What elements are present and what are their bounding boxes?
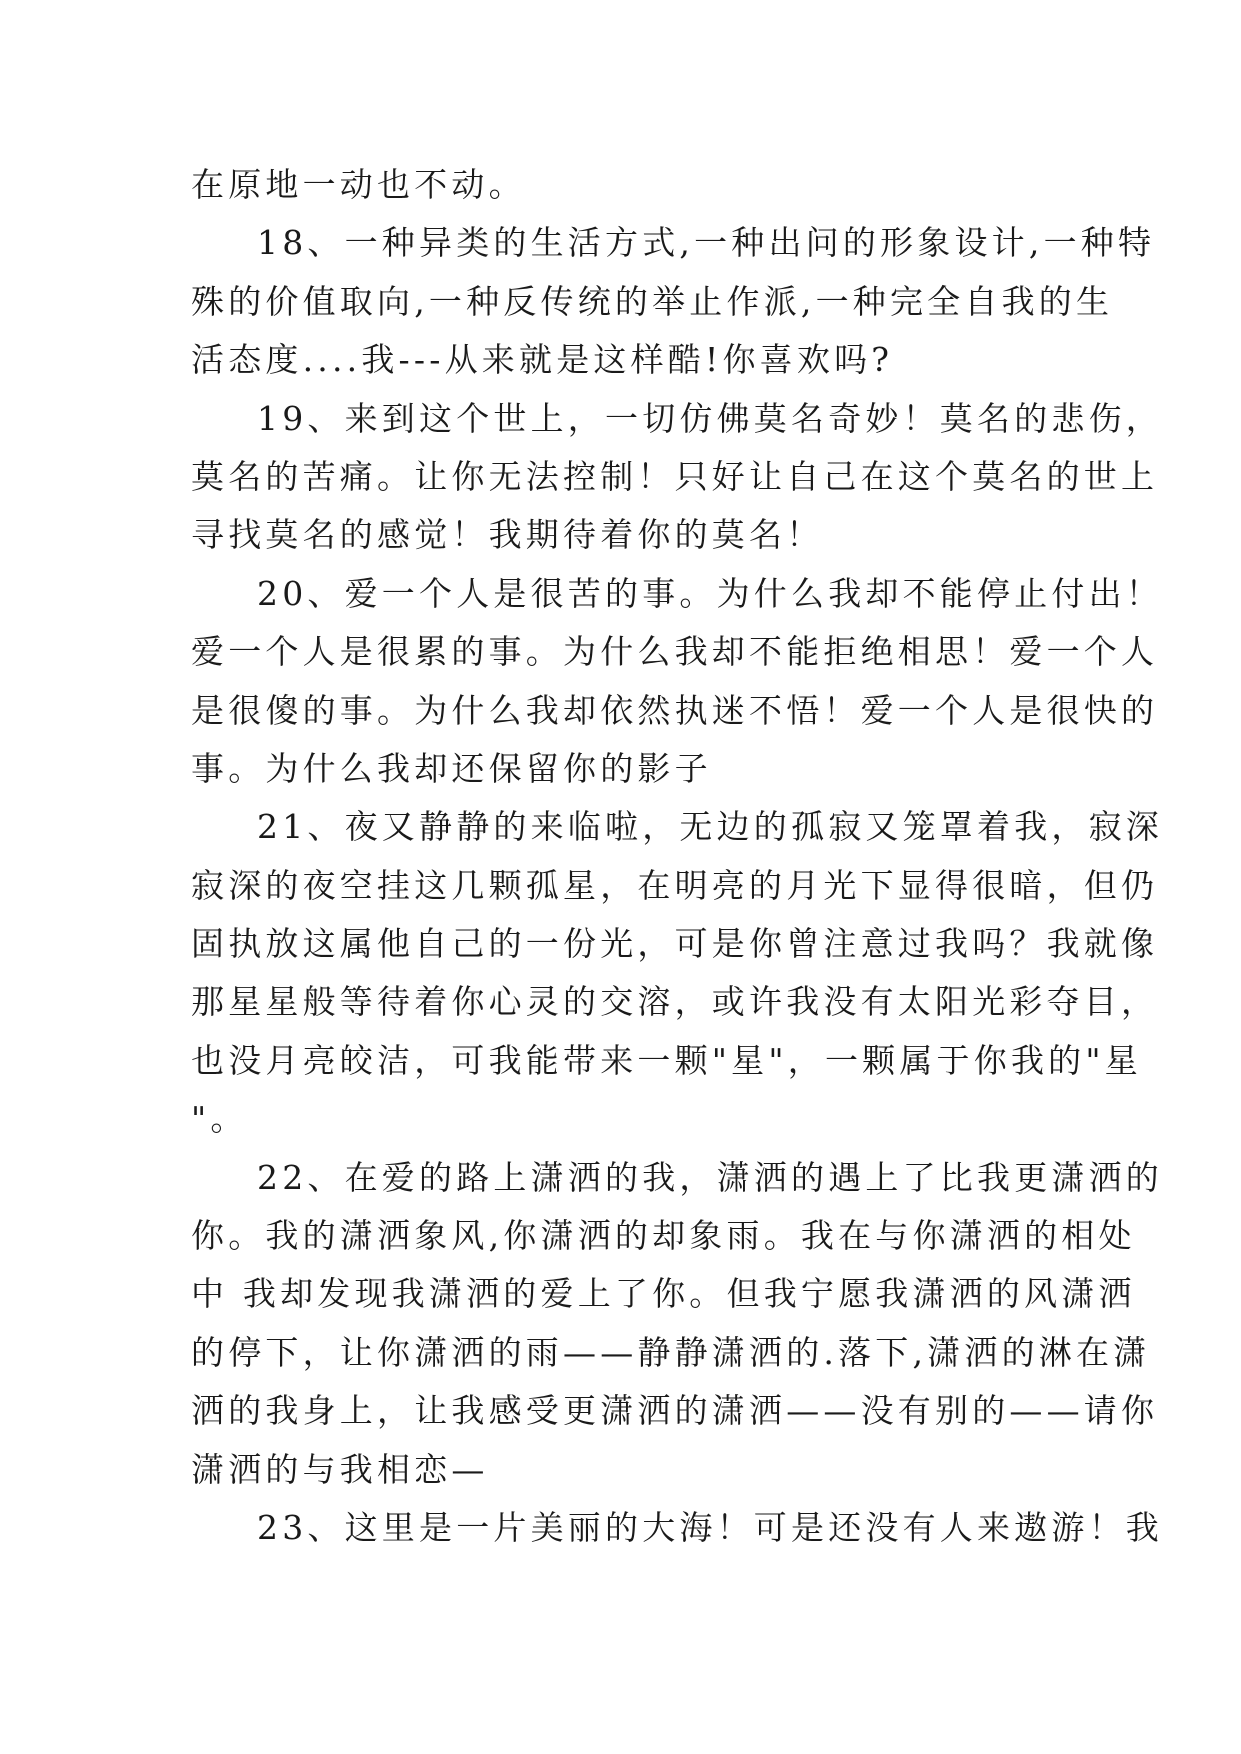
text-line: 是很傻的事。为什么我却依然执迷不悟！爱一个人是很快的 [191,690,1159,730]
text-line: 在原地一动也不动。 [191,165,526,204]
text-line: 潇洒的与我相恋— [191,1449,489,1489]
text-line: 寂深的夜空挂这几颗孤星，在明亮的月光下显得很暗，但仍 [191,865,1159,905]
document-body [191,156,1163,1557]
text-line: 23、这里是一片美丽的大海！可是还没有人来遨游！我 [257,1507,1163,1547]
text-line: 那星星般等待着你心灵的交溶，或许我没有太阳光彩夺目， [191,982,1159,1022]
text-line: 中 我却发现我潇洒的爱上了你。但我宁愿我潇洒的风潇洒 [191,1274,1136,1314]
text-line: "。 [191,1099,248,1139]
text-line: 22、在爱的路上潇洒的我，潇洒的遇上了比我更潇洒的 [257,1157,1163,1197]
text-line: 20、爱一个人是很苦的事。为什么我却不能停止付出！ [257,573,1163,613]
text-line: 你。我的潇洒象风,你潇洒的却象雨。我在与你潇洒的相处 [191,1216,1136,1256]
text-line: 洒的我身上，让我感受更潇洒的潇洒——没有别的——请你 [191,1391,1159,1431]
text-line: 的停下，让你潇洒的雨——静静潇洒的.落下,潇洒的淋在潇 [191,1332,1151,1372]
text-line: 18、一种异类的生活方式,一种出问的形象设计,一种特 [257,223,1156,263]
text-line: 寻找莫名的感觉！我期待着你的莫名！ [191,515,824,555]
text-line: 21、夜又静静的来临啦，无边的孤寂又笼罩着我，寂深 [257,807,1163,847]
text-line: 爱一个人是很累的事。为什么我却不能拒绝相思！爱一个人 [191,632,1159,672]
text-line: 莫名的苦痛。让你无法控制！只好让自己在这个莫名的世上 [191,456,1159,496]
text-line: 活态度....我---从来就是这样酷!你喜欢吗? [191,340,894,380]
text-line: 事。为什么我却还保留你的影子 [191,748,712,788]
text-line: 19、来到这个世上，一切仿佛莫名奇妙！莫名的悲伤， [257,398,1163,438]
text-line: 固执放这属他自己的一份光，可是你曾注意过我吗？我就像 [191,924,1159,964]
text-line: 殊的价值取向,一种反传统的举止作派,一种完全自我的生 [191,281,1114,321]
text-line: 也没月亮皎洁，可我能带来一颗"星"，一颗属于你我的"星 [191,1040,1142,1080]
